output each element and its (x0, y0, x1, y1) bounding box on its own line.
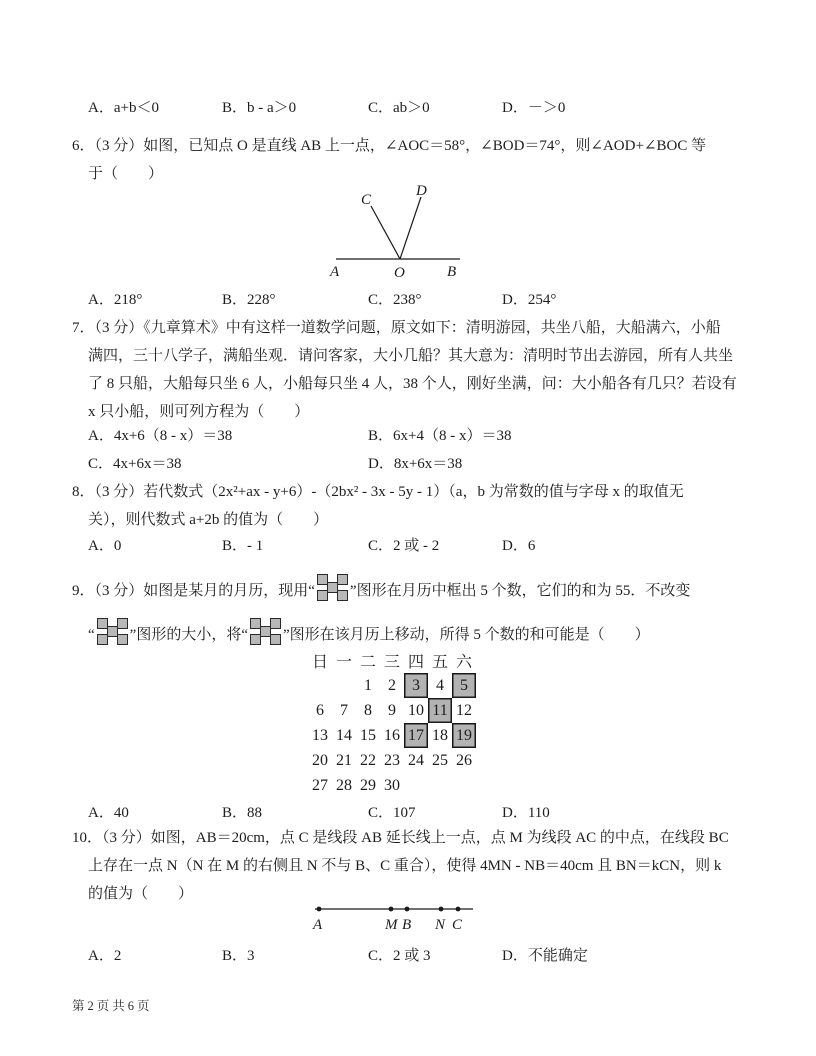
option-b: B．228° (222, 292, 276, 308)
question-9-stem-line-1 (72, 574, 788, 602)
x-pentomino-icon (317, 574, 348, 601)
calendar-day (308, 673, 332, 698)
calendar-day: 13 (312, 726, 328, 744)
calendar-day: 17 (404, 723, 428, 748)
stem-line: 于（ ） (88, 166, 164, 182)
stem-text: ”图形的大小，将“ (129, 627, 248, 643)
calendar-day: 2 (388, 676, 396, 694)
question-9-options (72, 799, 788, 827)
stem-line: 10．（3 分）如图，AB＝20cm，点 C 是线段 AB 延长线上一点，点 M 为线段 AC 的中点，在线段 BC (72, 830, 729, 846)
stem-text: 9．（3 分）如图是某月的月历，现用“ (72, 583, 315, 599)
stem-line: 了 8 只船，大船每只坐 6 人，小船每只坐 4 人，38 个人，刚好坐满，问：大小船各有几只？若设有 (88, 376, 737, 392)
question-7-options-row-2 (72, 450, 788, 478)
calendar-day: 6 (316, 701, 324, 719)
calendar-day: 25 (432, 751, 448, 769)
calendar-day (404, 773, 428, 798)
option-a: A．2 (88, 948, 122, 964)
calendar-day: 7 (340, 701, 348, 719)
calendar-weekday: 日 (311, 654, 328, 671)
calendar-day: 30 (384, 776, 400, 794)
stem-line: 7．（3 分）《九章算术》中有这样一道数学问题，原文如下：清明游园，共坐八船，大船满六，小船 (72, 320, 721, 336)
calendar-day: 26 (456, 751, 472, 769)
calendar-day: 20 (312, 751, 328, 769)
calendar-day: 23 (384, 751, 400, 769)
point-label-m: M (385, 917, 398, 933)
point-label-b: B (447, 264, 457, 280)
calendar-weekday: 一 (335, 654, 352, 671)
calendar-weekday: 二 (359, 654, 376, 671)
option-d: D．110 (502, 805, 550, 821)
question-8-stem (72, 478, 788, 534)
option-d: D．不能确定 (502, 948, 588, 964)
question-7-options-row-1 (72, 422, 788, 450)
option-c: C．ab＞0 (368, 100, 430, 116)
stem-text: ”图形在月历中框出 5 个数，它们的和为 55．不改变 (349, 583, 691, 599)
option-a: A．218° (88, 292, 143, 308)
calendar-day: 19 (452, 723, 476, 748)
question-10-options (72, 942, 788, 970)
option-d: D．6 (502, 538, 536, 554)
stem-line: 上存在一点 N（N 在 M 的右侧且 N 不与 B、C 重合），使得 4MN - NB＝40cm 且 BN＝kCN，则 k (88, 858, 722, 874)
calendar-day (332, 673, 356, 698)
calendar-day: 12 (456, 701, 472, 719)
stem-text: ”图形在该月历上移动，所得 5 个数的和可能是（ ） (283, 627, 650, 643)
question-6-options (72, 286, 788, 314)
calendar-weekday: 四 (407, 654, 424, 671)
stem-text: “ (88, 627, 95, 643)
point-label-c: C (361, 192, 372, 208)
calendar-day: 4 (436, 676, 444, 694)
stem-line: 满四，三十八学子，满船坐观．请问客家，大小几船？其大意为：清明时节出去游园，所有人共坐 (88, 348, 734, 364)
calendar-day (428, 773, 452, 798)
calendar-day: 11 (428, 698, 452, 723)
option-b: B．6x+4（8 - x）＝38 (368, 428, 512, 444)
stem-line: 关），则代数式 a+2b 的值为（ ） (88, 512, 329, 528)
stem-line: x 只小船，则可列方程为（ ） (88, 404, 310, 420)
point-label-a: A (313, 917, 323, 933)
option-b: B．b - a＞0 (222, 100, 297, 116)
x-pentomino-icon (250, 618, 281, 645)
calendar-day: 21 (336, 751, 352, 769)
option-a: A．4x+6（8 - x）＝38 (88, 428, 233, 444)
stem-line: 8．（3 分）若代数式（2x²+ax - y+6）-（2bx² - 3x - 5y - 1）（a，b 为常数的值与字母 x 的取值无 (72, 484, 684, 500)
option-c: C．238° (368, 292, 422, 308)
calendar-day: 8 (364, 701, 372, 719)
option-c: C．2 或 3 (368, 948, 431, 964)
option-d: D．254° (502, 292, 557, 308)
option-b: B．88 (222, 805, 263, 821)
calendar-day: 18 (432, 726, 448, 744)
stem-line: 的值为（ ） (88, 886, 194, 902)
point-label-d: D (416, 183, 427, 199)
x-pentomino-icon (97, 618, 128, 645)
calendar-day: 14 (336, 726, 352, 744)
calendar-weekday: 六 (455, 654, 472, 671)
point-label-o: O (394, 265, 405, 280)
option-a: A．0 (88, 538, 122, 554)
calendar-day: 27 (312, 776, 328, 794)
option-c: C．4x+6x＝38 (88, 456, 182, 472)
calendar-day: 3 (404, 673, 428, 698)
question-8-options (72, 532, 788, 560)
point-label-c: C (452, 917, 463, 933)
calendar-weekday: 五 (431, 654, 448, 671)
number-line-figure (300, 897, 490, 933)
calendar-day: 24 (408, 751, 424, 769)
calendar-day: 29 (360, 776, 376, 794)
calendar-day: 15 (360, 726, 376, 744)
option-d: D．－＞0 (502, 100, 566, 116)
option-b: B．3 (222, 948, 255, 964)
angle-figure (320, 180, 470, 280)
option-b: B．- 1 (222, 538, 264, 554)
question-10-stem (72, 824, 788, 908)
calendar-table (308, 648, 476, 798)
calendar-weekday: 三 (383, 654, 400, 671)
point-label-n: N (435, 917, 446, 933)
calendar-day: 28 (336, 776, 352, 794)
option-c: C．107 (368, 805, 416, 821)
point-label-a: A (330, 264, 340, 280)
question-5-options (72, 94, 788, 122)
question-7-stem (72, 314, 788, 426)
question-9-stem-line-2 (72, 618, 788, 646)
calendar-day: 16 (384, 726, 400, 744)
stem-line: 6．（3 分）如图，已知点 O 是直线 AB 上一点，∠AOC＝58°，∠BOD＝74°，则∠AOD+∠BOC 等 (72, 138, 707, 154)
option-a: A．a+b＜0 (88, 100, 159, 116)
option-d: D．8x+6x＝38 (368, 456, 463, 472)
option-a: A．40 (88, 805, 129, 821)
calendar-day: 9 (388, 701, 396, 719)
point-label-b: B (402, 917, 412, 933)
calendar-day (452, 773, 476, 798)
calendar-day: 10 (408, 701, 424, 719)
calendar-day: 22 (360, 751, 376, 769)
calendar-day: 1 (364, 676, 372, 694)
calendar-day: 5 (452, 673, 476, 698)
option-c: C．2 或 - 2 (368, 538, 440, 554)
page-footer: 第2页共6页 (72, 999, 153, 1013)
